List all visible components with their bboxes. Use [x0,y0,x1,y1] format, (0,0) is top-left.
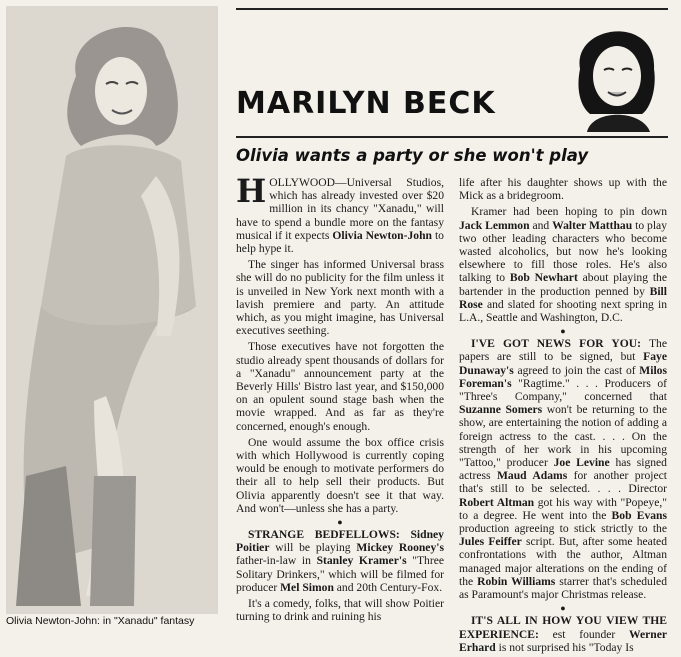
author-portrait [562,14,668,132]
paragraph: The singer has informed Universal brass she will do no publicity for the film unless it is unveiled in New York next month with a lavish premiere and party. An attitude which, as you might imagine, has Universal executives seething. [236,258,444,338]
article-headline: Olivia wants a party or she won't play [236,146,589,165]
paragraph: One would assume the box office crisis with which Hollywood is currently coping would be enough to motivate performers do their all to help sell their products. But Olivia apparently doesn't see it that way. And won't—unless she has a party. [236,435,444,515]
paragraph: Kramer had been hoping to pin down Jack Lemmon and Walter Matthau to play two other leading characters who become wasted alcoholics, but now he's looking elsewhere to fill those roles. He's also talking to Bob Newhart about playing the bartender in the production penned by Bill Rose and slated for shooting next spring in L.A., Seattle and Washington, D.C. [459,205,668,325]
paragraph: Those executives have not forgotten the studio already spent thousands of dollars for a "Xanadu" announcement party at the Beverly Hills' Bistro last year, and $150,000 on an opulent sound stage bash when the movie wrapped. And as far as they're concerned, enough's enough. [236,340,444,433]
article-column-2 [459,176,667,657]
section-bullet: ● [560,603,566,614]
photo-caption: Olivia Newton-John: in "Xanadu" fantasy [6,615,195,627]
column-masthead: MARILYN BECK [236,86,496,121]
lead-paragraph: HOLLYWOOD—Universal Studios, which has already invested over $20 million in its chancy "Xanadu," will have to spend a bundle more on the fantasy musical if it expects Olivia Newton-John to help hype it. [236,172,444,256]
article-column-1 [236,172,444,627]
top-rule [236,8,668,10]
paragraph: life after his daughter shows up with the Mick as a bridegroom. [459,176,667,203]
section-bullet: ● [337,517,343,528]
section-bullet: ● [560,326,566,337]
headline-rule [236,136,668,138]
section-paragraph: STRANGE BEDFELLOWS: Sidney Poitier will be playing Mickey Rooney's father-in-law in Stanley Kramer's "Three Solitary Drinkers," which will be filmed for producer Mel Simon and 20th Century-Fox. [236,528,444,594]
section-paragraph: I'VE GOT NEWS FOR YOU: The papers are still to be signed, but Faye Dunaway's agreed to join the cast of Milos Foreman's "Ragtime." . . . Producers of "Three's Company," concerned that Suzanne Somers won't be returning to the show, are entertaining the notion of adding a foreign actress to the cast. . . . On the strength of her work in his upcoming "Tattoo," producer Joe Levine has signed actress Maud Adams for another project that's still to be selected. . . . Director Robert Altman got his way with "Popeye," to a degree. He went into the Bob Evans production agreeing to stick strictly to the Jules Feiffer script. But, after some heated confrontations with the author, Altman managed major alterations on the ending of the Robin Williams starrer that's scheduled as Paramount's major Christmas release. [459,337,668,602]
author-photo [562,14,668,132]
section-paragraph: IT'S ALL IN HOW YOU VIEW THE EXPERIENCE: est founder Werner Erhard is not surprised his "Today Is [459,614,667,654]
olivia-illustration [6,6,218,614]
olivia-photo [6,6,218,614]
drop-cap: H [236,172,267,210]
paragraph: It's a comedy, folks, that will show Poitier turning to drink and ruining his [236,597,444,624]
